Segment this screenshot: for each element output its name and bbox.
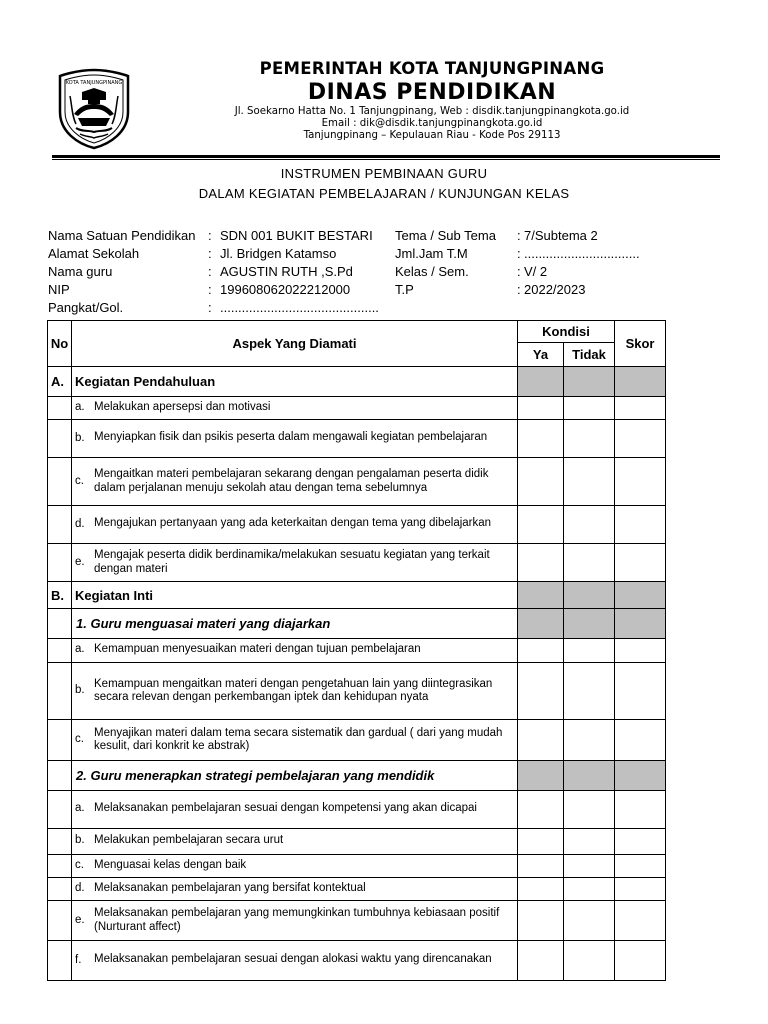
shaded-cell bbox=[564, 761, 615, 791]
item-text: Melaksanakan pembelajaran sesuai dengan alokasi waktu yang direncanakan bbox=[94, 953, 492, 966]
tidak-cell[interactable] bbox=[564, 506, 615, 544]
shaded-cell bbox=[564, 582, 615, 609]
tidak-cell[interactable] bbox=[564, 855, 615, 878]
table-row bbox=[48, 878, 666, 901]
tidak-cell[interactable] bbox=[564, 720, 615, 761]
department-name: DINAS PENDIDIKAN bbox=[307, 80, 557, 105]
colon: : bbox=[208, 300, 212, 315]
header-kondisi: Kondisi bbox=[518, 321, 615, 343]
info-row bbox=[48, 228, 720, 246]
item-text: Kemampuan menyesuaikan materi dengan tujuan pembelajaran bbox=[94, 643, 421, 656]
header-ya: Ya bbox=[518, 343, 564, 367]
tidak-cell[interactable] bbox=[564, 941, 615, 981]
shaded-cell bbox=[615, 609, 666, 639]
ya-cell[interactable] bbox=[518, 878, 564, 901]
item-text: Melaksanakan pembelajaran yang memungkinkan tumbuhnya kebiasaan positif (Nurturant affect) bbox=[94, 907, 500, 933]
label-theme: Tema / Sub Tema bbox=[395, 228, 496, 243]
subsection-row bbox=[48, 609, 666, 639]
ya-cell[interactable] bbox=[518, 639, 564, 663]
item-letter: b. bbox=[75, 684, 85, 697]
tidak-cell[interactable] bbox=[564, 544, 615, 582]
info-row bbox=[48, 282, 720, 300]
skor-cell[interactable] bbox=[615, 397, 666, 420]
value-school: SDN 001 BUKIT BESTARI bbox=[220, 228, 373, 243]
value-address: Jl. Bridgen Katamso bbox=[220, 246, 337, 261]
section-row-a bbox=[48, 367, 666, 397]
label-class: Kelas / Sem. bbox=[395, 264, 469, 279]
colon: : bbox=[517, 246, 521, 261]
item-text: Mengaitkan materi pembelajaran sekarang dengan pengalaman peserta didik dalam perjalanan menuju sekolah atau dengan tema sebelumnya bbox=[94, 468, 489, 494]
item-text: Melaksanakan pembelajaran yang bersifat kontektual bbox=[94, 881, 366, 894]
item-letter: e. bbox=[75, 913, 85, 926]
item-letter: a. bbox=[75, 400, 85, 413]
info-row bbox=[48, 300, 720, 318]
item-letter: d. bbox=[75, 881, 85, 894]
label-address: Alamat Sekolah bbox=[48, 246, 140, 261]
value-rank: ............................................ bbox=[220, 300, 379, 315]
item-letter: b. bbox=[75, 432, 85, 445]
table-row bbox=[48, 663, 666, 720]
header-tidak: Tidak bbox=[564, 343, 615, 367]
aspect-item bbox=[72, 855, 518, 878]
skor-cell[interactable] bbox=[615, 544, 666, 582]
ya-cell[interactable] bbox=[518, 506, 564, 544]
shaded-cell bbox=[518, 367, 564, 397]
colon: : bbox=[517, 282, 521, 297]
label-school: Nama Satuan Pendidikan bbox=[48, 228, 196, 243]
ya-cell[interactable] bbox=[518, 791, 564, 829]
table-row bbox=[48, 855, 666, 878]
header-aspek: Aspek Yang Diamati bbox=[72, 321, 518, 367]
letterhead-rule-thick bbox=[52, 155, 720, 158]
aspect-item bbox=[72, 544, 518, 582]
ya-cell[interactable] bbox=[518, 941, 564, 981]
subsection-row bbox=[48, 761, 666, 791]
skor-cell[interactable] bbox=[615, 458, 666, 506]
item-letter: f. bbox=[75, 954, 82, 967]
skor-cell[interactable] bbox=[615, 720, 666, 761]
info-row bbox=[48, 246, 720, 264]
aspect-item bbox=[72, 420, 518, 458]
item-letter: e. bbox=[75, 555, 85, 568]
section-no: B. bbox=[48, 582, 72, 609]
skor-cell[interactable] bbox=[615, 639, 666, 663]
shaded-cell bbox=[564, 367, 615, 397]
item-text: Menyiapkan fisik dan psikis peserta dalam mengawali kegiatan pembelajaran bbox=[94, 431, 488, 444]
table-row bbox=[48, 901, 666, 941]
observation-table bbox=[47, 320, 666, 981]
skor-cell[interactable] bbox=[615, 941, 666, 981]
ya-cell[interactable] bbox=[518, 720, 564, 761]
item-letter: c. bbox=[75, 858, 84, 871]
aspect-item bbox=[72, 901, 518, 941]
ya-cell[interactable] bbox=[518, 397, 564, 420]
section-title: Kegiatan Pendahuluan bbox=[72, 367, 518, 397]
skor-cell[interactable] bbox=[615, 663, 666, 720]
section-no: A. bbox=[48, 367, 72, 397]
skor-cell[interactable] bbox=[615, 506, 666, 544]
label-tp: T.P bbox=[395, 282, 414, 297]
skor-cell[interactable] bbox=[615, 420, 666, 458]
table-row bbox=[48, 420, 666, 458]
table-row bbox=[48, 791, 666, 829]
aspect-item bbox=[72, 458, 518, 506]
colon: : bbox=[208, 282, 212, 297]
skor-cell[interactable] bbox=[615, 901, 666, 941]
table-row bbox=[48, 829, 666, 855]
ya-cell[interactable] bbox=[518, 901, 564, 941]
ya-cell[interactable] bbox=[518, 544, 564, 582]
aspect-item bbox=[72, 878, 518, 901]
item-text: Menguasai kelas dengan baik bbox=[94, 858, 247, 871]
shaded-cell bbox=[564, 609, 615, 639]
item-text: Melaksanakan pembelajaran sesuai dengan kompetensi yang akan dicapai bbox=[94, 802, 477, 815]
section-title: Kegiatan Inti bbox=[72, 582, 518, 609]
item-text: Mengajak peserta didik berdinamika/melakukan sesuatu kegiatan yang terkait dengan materi bbox=[94, 549, 490, 575]
table-row bbox=[48, 639, 666, 663]
city-emblem-icon bbox=[52, 66, 136, 150]
government-name: PEMERINTAH KOTA TANJUNGPINANG bbox=[259, 59, 605, 78]
tidak-cell[interactable] bbox=[564, 420, 615, 458]
shaded-cell bbox=[615, 582, 666, 609]
value-theme: 7/Subtema 2 bbox=[524, 228, 598, 243]
subsection-title: 1. Guru menguasai materi yang diajarkan bbox=[72, 609, 518, 639]
item-text: Mengajukan pertanyaan yang ada keterkaitan dengan tema yang dibelajarkan bbox=[94, 517, 492, 530]
table-row bbox=[48, 397, 666, 420]
item-text: Melakukan apersepsi dan motivasi bbox=[94, 400, 271, 413]
aspect-item bbox=[72, 720, 518, 761]
item-letter: b. bbox=[75, 834, 85, 847]
email-line: Email : dik@disdik.tanjungpinangkota.go.id bbox=[321, 118, 543, 129]
tidak-cell[interactable] bbox=[564, 639, 615, 663]
tidak-cell[interactable] bbox=[564, 397, 615, 420]
value-class: V/ 2 bbox=[524, 264, 548, 279]
info-row bbox=[48, 264, 720, 282]
aspect-item bbox=[72, 791, 518, 829]
shaded-cell bbox=[518, 609, 564, 639]
label-teacher: Nama guru bbox=[48, 264, 113, 279]
identity-info bbox=[48, 228, 720, 318]
subsection-title: 2. Guru menerapkan strategi pembelajaran yang mendidik bbox=[72, 761, 518, 791]
aspect-item bbox=[72, 506, 518, 544]
colon: : bbox=[208, 264, 212, 279]
aspect-item bbox=[72, 829, 518, 855]
aspect-item bbox=[72, 941, 518, 981]
letterhead-rule-thin bbox=[52, 159, 720, 160]
item-text: Menyajikan materi dalam tema secara sistematik dan gardual ( dari yang mudah kesulit, dari konkrit ke abstrak) bbox=[94, 726, 503, 752]
tidak-cell[interactable] bbox=[564, 829, 615, 855]
aspect-item bbox=[72, 663, 518, 720]
shaded-cell bbox=[518, 582, 564, 609]
colon: : bbox=[208, 246, 212, 261]
value-tp: 2022/2023 bbox=[524, 282, 586, 297]
colon: : bbox=[517, 264, 521, 279]
colon: : bbox=[517, 228, 521, 243]
ya-cell[interactable] bbox=[518, 458, 564, 506]
header-no: No bbox=[48, 321, 72, 367]
table-row bbox=[48, 506, 666, 544]
skor-cell[interactable] bbox=[615, 829, 666, 855]
item-text: Kemampuan mengaitkan materi dengan pengetahuan lain yang diintegrasikan secara relevan dengan perkembangan iptek dan kehidupan nyata bbox=[94, 677, 493, 703]
ya-cell[interactable] bbox=[518, 420, 564, 458]
ya-cell[interactable] bbox=[518, 855, 564, 878]
tidak-cell[interactable] bbox=[564, 878, 615, 901]
skor-cell[interactable] bbox=[615, 878, 666, 901]
item-letter: d. bbox=[75, 518, 85, 531]
label-hours: Jml.Jam T.M bbox=[395, 246, 468, 261]
letterhead bbox=[48, 58, 720, 154]
table-row bbox=[48, 544, 666, 582]
tidak-cell[interactable] bbox=[564, 791, 615, 829]
aspect-item bbox=[72, 639, 518, 663]
value-nip: 199608062022212000 bbox=[220, 282, 351, 297]
tidak-cell[interactable] bbox=[564, 663, 615, 720]
item-letter: c. bbox=[75, 474, 84, 487]
item-text: Melakukan pembelajaran secara urut bbox=[94, 834, 284, 847]
header-skor: Skor bbox=[615, 321, 666, 367]
item-letter: a. bbox=[75, 802, 85, 815]
item-letter: a. bbox=[75, 643, 85, 656]
shaded-cell bbox=[615, 367, 666, 397]
ya-cell[interactable] bbox=[518, 829, 564, 855]
address-line: Jl. Soekarno Hatta No. 1 Tanjungpinang, Web : disdik.tanjungpinangkota.go.id bbox=[234, 106, 630, 117]
table-row bbox=[48, 458, 666, 506]
document-title-line1: INSTRUMEN PEMBINAAN GURU bbox=[280, 166, 488, 181]
label-rank: Pangkat/Gol. bbox=[48, 300, 124, 315]
shaded-cell bbox=[615, 761, 666, 791]
colon: : bbox=[208, 228, 212, 243]
section-row-b bbox=[48, 582, 666, 609]
value-hours: ................................ bbox=[524, 246, 640, 261]
item-letter: c. bbox=[75, 733, 84, 746]
city-line: Tanjungpinang – Kepulauan Riau - Kode Pos 29113 bbox=[303, 130, 561, 141]
skor-cell[interactable] bbox=[615, 791, 666, 829]
document-title-line2: DALAM KEGIATAN PEMBELAJARAN / KUNJUNGAN KELAS bbox=[198, 186, 570, 201]
table-row bbox=[48, 720, 666, 761]
value-teacher: AGUSTIN RUTH ,S.Pd bbox=[220, 264, 353, 279]
aspect-item bbox=[72, 397, 518, 420]
ya-cell[interactable] bbox=[518, 663, 564, 720]
label-nip: NIP bbox=[48, 282, 70, 297]
table-row bbox=[48, 941, 666, 981]
tidak-cell[interactable] bbox=[564, 901, 615, 941]
shaded-cell bbox=[518, 761, 564, 791]
tidak-cell[interactable] bbox=[564, 458, 615, 506]
skor-cell[interactable] bbox=[615, 855, 666, 878]
logo-text: KOTA TANJUNGPINANG bbox=[65, 80, 123, 86]
